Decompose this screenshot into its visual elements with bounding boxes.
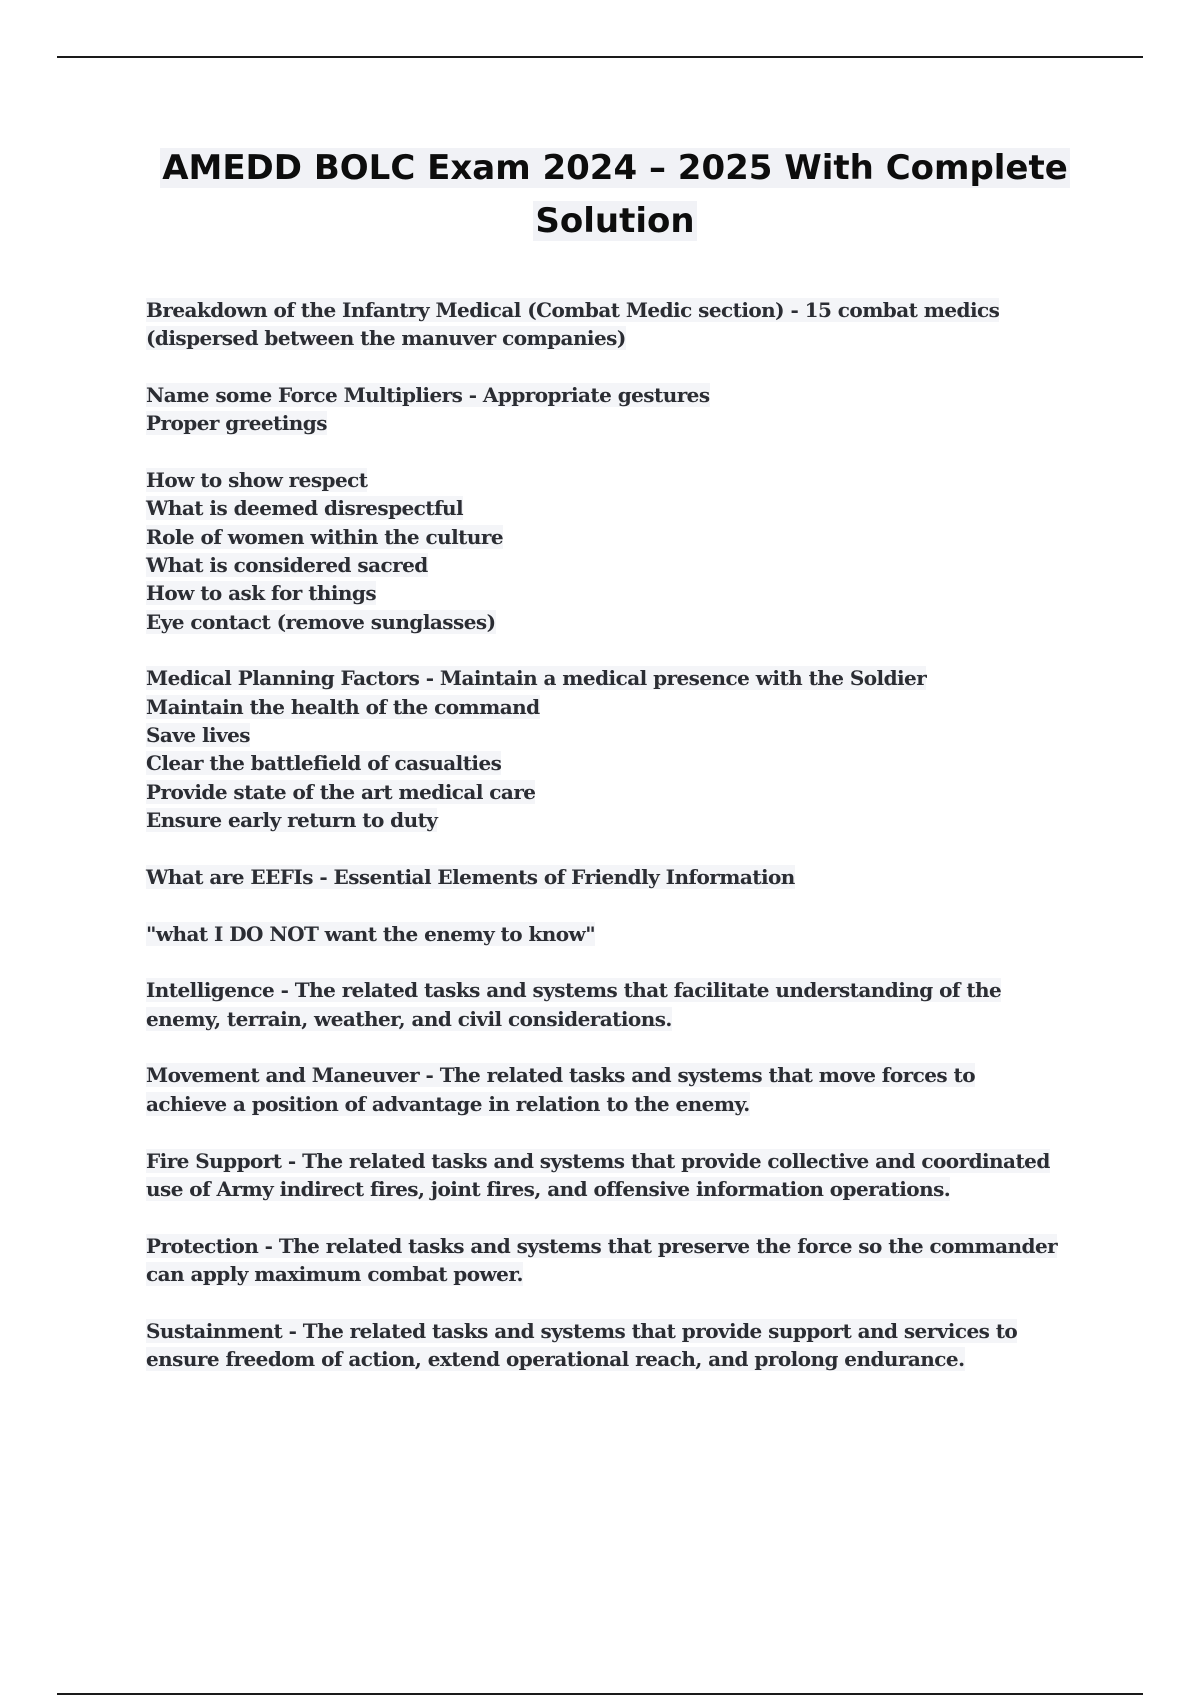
entry-line: Name some Force Multipliers - Appropriate gestures: [146, 383, 710, 408]
title-line: Solution: [535, 201, 695, 241]
entry-infantry-medical-breakdown: [146, 296, 1106, 353]
entry-line: Eye contact (remove sunglasses): [146, 609, 496, 634]
entry-line: Role of women within the culture: [146, 524, 504, 549]
footer-rule: [57, 1693, 1143, 1695]
entry-line: Maintain the health of the command: [146, 694, 540, 719]
entry-line: Protection - The related tasks and systems that preserve the force so the commander: [146, 1233, 1058, 1258]
entry-line: Save lives: [146, 723, 251, 748]
entry-line: Intelligence - The related tasks and systems that facilitate understanding of the: [146, 978, 1002, 1003]
entry-medical-planning-factors: [146, 664, 1106, 834]
entry-line: Proper greetings: [146, 411, 327, 436]
entry-line: enemy, terrain, weather, and civil considerations.: [146, 1006, 672, 1031]
entry-line: (dispersed between the manuver companies): [146, 326, 626, 351]
entry-line: Sustainment - The related tasks and systems that provide support and services to: [146, 1318, 1018, 1343]
entry-protection: [146, 1232, 1106, 1289]
entry-fire-support: [146, 1147, 1106, 1204]
entry-line: Breakdown of the Infantry Medical (Combat Medic section) - 15 combat medics: [146, 298, 1000, 322]
entry-line: How to show respect: [146, 468, 368, 493]
entry-line: How to ask for things: [146, 581, 377, 606]
entry-line: can apply maximum combat power.: [146, 1261, 523, 1286]
entry-line: Medical Planning Factors - Maintain a medical presence with the Soldier: [146, 666, 927, 691]
title-line: AMEDD BOLC Exam 2024 – 2025 With Complete: [162, 148, 1068, 188]
header-rule: [57, 56, 1143, 58]
entry-intelligence: [146, 976, 1106, 1033]
entry-eefis: [146, 863, 1106, 891]
entry-line: achieve a position of advantage in relation to the enemy.: [146, 1091, 750, 1116]
entry-sustainment: [146, 1317, 1106, 1374]
document-body: [146, 296, 1106, 1402]
entry-line: "what I DO NOT want the enemy to know": [146, 921, 596, 946]
entry-force-multipliers: [146, 381, 1106, 438]
entry-line: Fire Support - The related tasks and systems that provide collective and coordinated: [146, 1148, 1050, 1173]
entry-cultural-list: [146, 466, 1106, 636]
entry-line: Movement and Maneuver - The related tasks and systems that move forces to: [146, 1063, 976, 1088]
entry-line: What are EEFIs - Essential Elements of Friendly Information: [146, 864, 795, 889]
entry-movement-and-maneuver: [146, 1061, 1106, 1118]
entry-line: Clear the battlefield of casualties: [146, 751, 502, 776]
entry-line: What is deemed disrespectful: [146, 496, 464, 521]
entry-line: Ensure early return to duty: [146, 807, 438, 832]
entry-line: What is considered sacred: [146, 553, 428, 578]
entry-line: Provide state of the art medical care: [146, 779, 536, 804]
entry-line: ensure freedom of action, extend operational reach, and prolong endurance.: [146, 1347, 965, 1372]
entry-line: use of Army indirect fires, joint fires, and offensive information operations.: [146, 1176, 951, 1201]
entry-eefi-quote: [146, 920, 1106, 948]
document-title: [130, 142, 1100, 248]
